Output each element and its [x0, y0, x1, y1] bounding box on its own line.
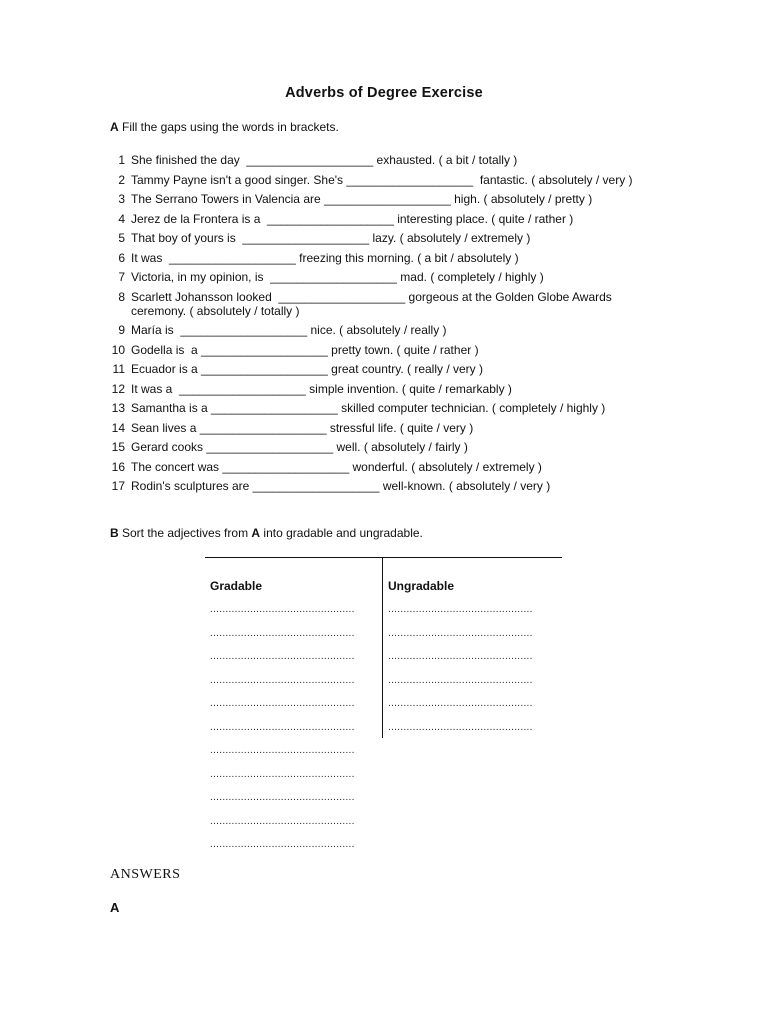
- exercise-text: Ecuador is a ___________________ great country. ( really / very ): [131, 362, 483, 376]
- exercise-item: [102, 343, 662, 357]
- section-b-text-1: Sort the adjectives from: [118, 526, 252, 540]
- gradable-answer-line: ...............................................: [210, 604, 355, 615]
- exercise-text: Sean lives a ___________________ stressful life. ( quite / very ): [131, 420, 474, 435]
- exercise-number: 6: [118, 250, 125, 265]
- exercise-text: Rodin's sculptures are ___________________ well-known. ( absolutely / very ): [131, 479, 551, 493]
- exercise-item: [102, 270, 662, 284]
- answers-section-a: A: [110, 900, 120, 915]
- exercise-text: Gerard cooks ___________________ well. ( absolutely / fairly ): [131, 440, 468, 454]
- exercise-item: [102, 173, 662, 187]
- exercise-item: [102, 251, 662, 265]
- ungradable-answer-line: ...............................................: [388, 674, 533, 686]
- exercise-text: Scarlett Johansson looked ___________________ gorgeous at the Golden Globe Awards ceremony. ( absolutely / totally ): [131, 289, 616, 318]
- ungradable-answer-line: ...............................................: [388, 651, 533, 662]
- exercise-item: [102, 401, 662, 415]
- exercise-text: She finished the day ___________________ exhausted. ( a bit / totally ): [131, 153, 518, 167]
- gradable-answer-line: ...............................................: [210, 792, 355, 803]
- exercise-item: [102, 290, 662, 318]
- exercise-text: The Serrano Towers in Valencia are ___________________ high. ( absolutely / pretty ): [131, 192, 593, 206]
- exercise-text: That boy of yours is ___________________ lazy. ( absolutely / extremely ): [131, 231, 531, 245]
- exercise-item: [102, 382, 662, 396]
- exercise-item: [102, 362, 662, 376]
- exercise-number: 10: [111, 342, 125, 357]
- exercise-text: The concert was ___________________ wonderful. ( absolutely / extremely ): [131, 459, 542, 474]
- gradable-answer-line: ...............................................: [210, 674, 355, 686]
- exercise-number: 1: [118, 153, 125, 167]
- exercise-text: Victoria, in my opinion, is ___________________ mad. ( completely / highly ): [131, 270, 544, 284]
- exercise-number: 3: [118, 192, 125, 206]
- exercise-number: 8: [118, 289, 125, 304]
- ungradable-answer-line: ...............................................: [388, 698, 533, 709]
- exercise-item: [102, 323, 662, 337]
- table-top-rule: [205, 557, 562, 558]
- section-a-letter: A: [110, 120, 119, 134]
- exercise-text: It was a ___________________ simple invention. ( quite / remarkably ): [131, 381, 512, 396]
- ungradable-header: Ungradable: [388, 579, 455, 593]
- gradable-answer-lines: [210, 603, 355, 862]
- exercise-text: Godella is a ___________________ pretty town. ( quite / rather ): [131, 342, 479, 357]
- gradable-answer-line: ...............................................: [210, 698, 355, 709]
- table-column-divider: [382, 557, 383, 738]
- gradable-header: Gradable: [210, 579, 263, 593]
- exercise-item: [102, 153, 662, 167]
- exercise-item: [102, 460, 662, 474]
- gradable-answer-line: ...............................................: [210, 627, 355, 639]
- exercise-number: 9: [118, 323, 125, 337]
- exercise-text: Tammy Payne isn't a good singer. She's ___________________ fantastic. ( absolutely / very ): [131, 172, 633, 187]
- exercise-item: [102, 440, 662, 454]
- exercise-number: 15: [111, 440, 125, 454]
- section-b-ref: A: [251, 526, 261, 540]
- exercise-text: Samantha is a ___________________ skilled computer technician. ( completely / highly ): [131, 401, 606, 415]
- ungradable-answer-line: ...............................................: [388, 604, 533, 615]
- gradable-answer-line: ...............................................: [210, 745, 355, 756]
- section-b-text-2: into gradable and ungradable.: [260, 526, 423, 540]
- section-b-letter: B: [110, 526, 119, 540]
- exercise-number: 5: [118, 231, 125, 245]
- exercise-number: 13: [111, 401, 125, 415]
- exercise-number: 11: [112, 362, 125, 376]
- exercise-item: [102, 231, 662, 245]
- exercise-number: 14: [111, 420, 125, 435]
- page-title: Adverbs of Degree Exercise: [285, 85, 483, 101]
- exercise-text: It was ___________________ freezing this morning. ( a bit / absolutely ): [131, 250, 519, 265]
- gradable-answer-line: ...............................................: [210, 815, 355, 827]
- exercise-item: [102, 479, 662, 493]
- gradable-answer-line: ...............................................: [210, 768, 355, 780]
- ungradable-answer-line: ...............................................: [388, 721, 533, 733]
- exercise-list: [102, 153, 662, 499]
- exercise-item: [102, 192, 662, 206]
- answers-heading: ANSWERS: [110, 867, 181, 882]
- ungradable-answer-lines: [388, 603, 533, 744]
- exercise-item: [102, 421, 662, 435]
- gradable-answer-line: ...............................................: [210, 721, 355, 733]
- exercise-number: 4: [118, 211, 125, 226]
- exercise-number: 17: [111, 479, 125, 493]
- section-a-instruction: [110, 120, 339, 134]
- exercise-text: Jerez de la Frontera is a ___________________ interesting place. ( quite / rather ): [131, 211, 574, 226]
- exercise-number: 16: [111, 459, 125, 474]
- section-b-instruction: [110, 526, 423, 540]
- exercise-number: 2: [118, 172, 125, 187]
- exercise-text: María is ___________________ nice. ( absolutely / really ): [131, 323, 447, 337]
- ungradable-answer-line: ...............................................: [388, 627, 533, 639]
- section-a-text: Fill the gaps using the words in brackets.: [118, 120, 339, 134]
- exercise-number: 12: [111, 381, 125, 396]
- gradable-answer-line: ...............................................: [210, 651, 355, 662]
- exercise-item: [102, 212, 662, 226]
- gradable-answer-line: ...............................................: [210, 839, 355, 850]
- exercise-number: 7: [118, 270, 125, 284]
